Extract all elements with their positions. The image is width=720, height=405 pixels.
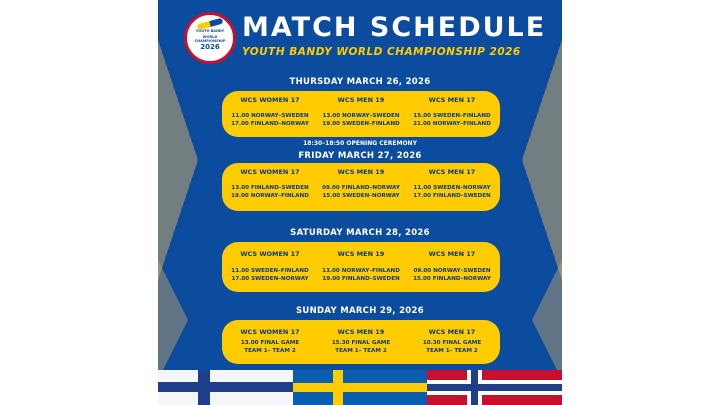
column-header: WCS WOMEN 17 — [240, 250, 300, 258]
column-header: WCS MEN 19 — [337, 168, 385, 176]
game-line: 13.00 NORWAY–FINLAND — [322, 268, 400, 274]
game-line: 13.00 NORWAY–SWEDEN — [322, 113, 400, 119]
day-label-saturday: SATURDAY MARCH 28, 2026 — [290, 228, 430, 238]
game-line: 17.00 SWEDEN–NORWAY — [231, 276, 309, 282]
column-men-17 — [406, 242, 498, 283]
game-line: 17.00 FINLAND–SWEDEN — [413, 193, 491, 199]
game-line: 21.00 NORWAY–FINLAND — [413, 121, 491, 127]
column-header: WCS MEN 17 — [428, 96, 476, 104]
column-men-17 — [406, 91, 498, 128]
game-line: 11.00 SWEDEN–FINLAND — [231, 268, 309, 274]
game-line: 11.00 NORWAY–SWEDEN — [231, 113, 309, 119]
column-header: WCS MEN 19 — [337, 250, 385, 258]
game-line: 15.00 FINLAND–NORWAY — [413, 276, 491, 282]
game-line: 13.00 FINAL GAME — [240, 340, 300, 346]
game-line: 15.30 FINAL GAME — [331, 340, 391, 346]
column-men-19 — [315, 242, 407, 283]
schedule-card-saturday — [222, 242, 500, 292]
game-line: 19.00 NORWAY–FINLAND — [231, 193, 309, 199]
nation-flags — [158, 370, 562, 405]
decorative-shape-right-lower — [532, 260, 562, 380]
column-header: WCS MEN 17 — [428, 250, 476, 258]
decorative-shape-left-lower — [158, 260, 188, 380]
schedule-card-friday — [222, 163, 500, 211]
page-title: MATCH SCHEDULE — [242, 12, 547, 43]
logo-line-2: WORLD CHAMPIONSHIP — [194, 35, 226, 43]
page-subtitle: YOUTH BANDY WORLD CHAMPIONSHIP 2026 — [242, 46, 521, 58]
column-header: WCS WOMEN 17 — [240, 328, 300, 336]
schedule-card-sunday — [222, 320, 500, 364]
game-line: 15.00 SWEDEN–NORWAY — [322, 193, 400, 199]
column-men-19 — [315, 91, 407, 128]
championship-logo — [184, 12, 236, 64]
column-women-17 — [224, 320, 316, 355]
schedule-card-thursday — [222, 91, 500, 137]
schedule-poster — [158, 0, 562, 405]
column-men-17 — [406, 163, 498, 200]
day-label-friday: FRIDAY MARCH 27, 2026 — [298, 151, 422, 161]
column-women-17 — [224, 242, 316, 283]
opening-ceremony: 18:30–18:50 OPENING CEREMONY — [303, 140, 417, 147]
column-women-17 — [224, 91, 316, 128]
game-line: 11.00 SWEDEN–NORWAY — [413, 185, 491, 191]
game-line: 13.00 FINLAND–SWEDEN — [231, 185, 309, 191]
column-header: WCS MEN 17 — [428, 328, 476, 336]
logo-year: 2026 — [200, 43, 220, 51]
game-line: 09.00 FINLAND–NORWAY — [322, 185, 400, 191]
finland-flag — [158, 370, 293, 405]
column-men-19 — [315, 320, 407, 355]
column-header: WCS MEN 17 — [428, 168, 476, 176]
game-line: 09.00 NORWAY–SWEDEN — [413, 268, 491, 274]
day-label-thursday: THURSDAY MARCH 26, 2026 — [289, 77, 431, 87]
game-line: TEAM 1– TEAM 2 — [244, 348, 296, 354]
norway-flag — [427, 370, 562, 405]
column-header: WCS MEN 19 — [337, 96, 385, 104]
game-line: 19.00 SWEDEN–FINLAND — [322, 121, 400, 127]
game-line: 19.00 FINLAND–SWEDEN — [322, 276, 400, 282]
column-men-19 — [315, 163, 407, 200]
sweden-flag — [293, 370, 427, 405]
day-label-sunday: SUNDAY MARCH 29, 2026 — [296, 306, 424, 316]
game-line: 15.00 SWEDEN–FINLAND — [413, 113, 491, 119]
game-line: TEAM 1– TEAM 2 — [426, 348, 478, 354]
game-line: 17.00 FINLAND–NORWAY — [231, 121, 309, 127]
column-women-17 — [224, 163, 316, 200]
game-line: TEAM 1– TEAM 2 — [335, 348, 387, 354]
column-header: WCS WOMEN 17 — [240, 96, 300, 104]
column-header: WCS WOMEN 17 — [240, 168, 300, 176]
column-header: WCS MEN 19 — [337, 328, 385, 336]
column-men-17 — [406, 320, 498, 355]
game-line: 10.30 FINAL GAME — [422, 340, 482, 346]
logo-line-1: YOUTH BANDY — [195, 29, 225, 33]
